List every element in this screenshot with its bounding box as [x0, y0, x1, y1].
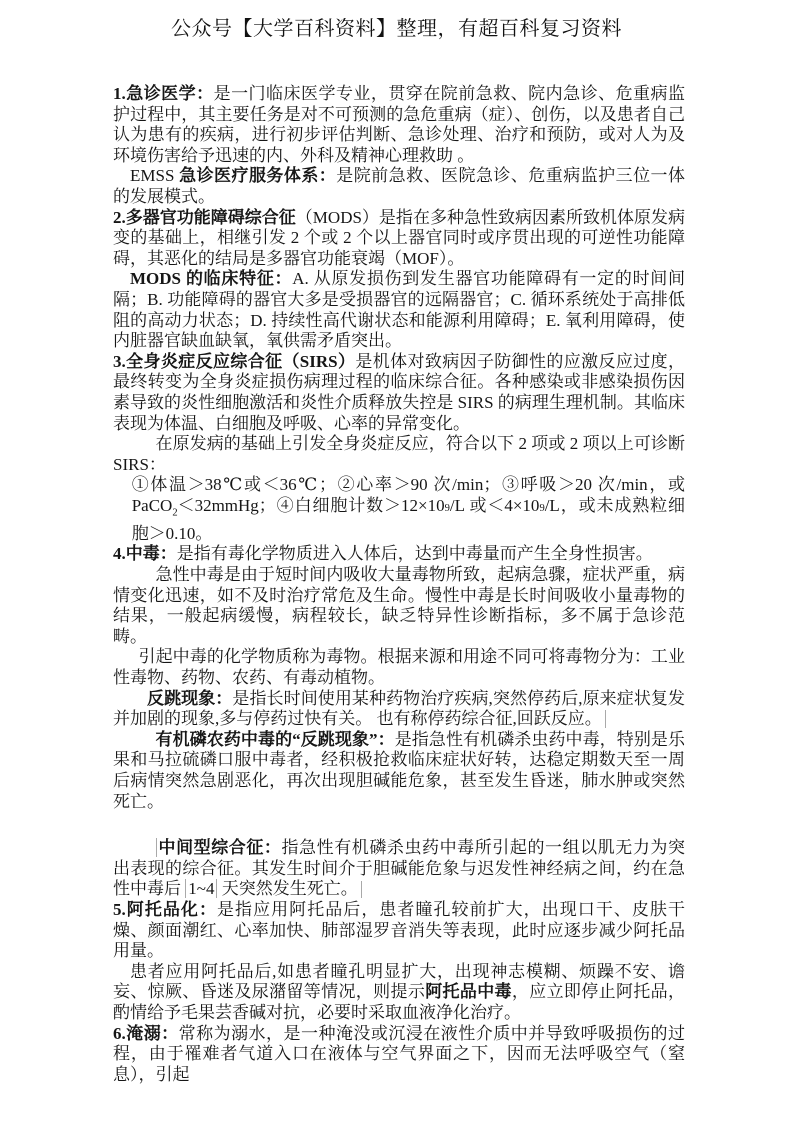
- text-run: A. 从原发损伤到发生器官功能障碍有一定的时间间隔；B. 功能障碍的器官大多是受损器官的远隔器官；C. 循环系统处于高排低阻的高动力状态；D. 持续性高代谢状态和能源利用障碍；E. 氧利用障碍，使内脏器官缺血缺氧，氧供需矛盾突出。: [113, 269, 686, 351]
- text-run: 9: [539, 502, 545, 514]
- poison-classification: [113, 647, 685, 688]
- term-emphasis: 6.淹溺：: [113, 1023, 179, 1043]
- text-run: [605, 710, 606, 728]
- text-run: 是指急性有机磷杀虫药中毒，特别是乐果和马拉硫磷口服中毒者，经积极抢救临床症状好转，达稳定期数天至一周后病情突然急剧恶化，再次出现胆碱能危象，甚至发生昏迷，肺水肿或突然死亡。: [113, 729, 686, 811]
- text-run: 常称为溺水，是一种淹没或沉浸在液性介质中并导致呼吸损伤的过程，由于罹难者气道入口在液体与空气界面之下，因而无法呼吸空气（窒息），引起: [113, 1023, 685, 1084]
- document-body: [113, 84, 685, 1085]
- mods-clinical-features: [113, 269, 685, 351]
- term-emphasis: 中间型综合征：: [156, 838, 282, 857]
- text-run: 是院前急救、医院急诊、危重病监护三位一体的发展模式。: [113, 166, 685, 206]
- def-intermediate-syndrome: [113, 838, 685, 900]
- text-run: 是指长时间使用某种药物治疗疾病,突然停药后,原来症状复发并加剧的现象,多与停药过快有关。 也有称停药综合征,回跃反应。: [113, 688, 685, 729]
- text-run: /L 或＜4×10: [449, 495, 540, 515]
- text-run: （MODS）是指在多种急性致病因素所致机体原发病变的基础上，相继引发 2 个或 2 个以上器官同时或序贯出现的可逆性功能障碍，其恶化的结局是多器官功能衰竭（MOF）。: [113, 207, 686, 268]
- term-emphasis: 阿托品中毒: [425, 982, 512, 1002]
- text-run: 是机体对致病因子防御性的应激反应过度，最终转变为全身炎症损伤病理过程的临床综合征。各种感染或非感染损伤因素导致的炎性细胞激活和炎性介质释放失控是 SIRS 的病理生理机制。其临床表现为体温、白细胞及呼吸、心率的异常变化。: [113, 351, 685, 433]
- atropine-toxicity-note: [113, 962, 685, 1024]
- def-2-mods: [113, 208, 685, 270]
- def-1-emergency-medicine: [113, 84, 685, 166]
- text-run: 是一门临床医学专业，贯穿在院前急救、院内急诊、危重病监护过程中，其主要任务是对不可预测的急危重病（症）、创伤，以及患者自己认为患有的疾病，进行初步评估判断、急诊处理、治疗和预防，或对人为及环境伤害给予迅速的内、外科及精神心理救助 。: [113, 84, 685, 165]
- text-run: 指急性有机磷杀虫药中毒所引起的一组以肌无力为突出表现的综合征。其发生时间介于胆碱能危象与迟发性神经病之间，约在急性中毒后: [113, 838, 686, 899]
- term-emphasis: 有机磷农药中毒的“反跳现象”：: [155, 729, 395, 749]
- page-title: 公众号【大学百科资料】整理，有超百科复习资料: [171, 18, 622, 40]
- def-6-drowning: [113, 1024, 685, 1086]
- text-run: 天突然发生死亡。: [217, 879, 358, 899]
- text-run: ＜32mmHg；④白细胞计数＞12×10: [177, 495, 445, 515]
- term-emphasis: MODS 的临床特征：: [130, 269, 293, 289]
- term-emphasis: 3.全身炎症反应综合征（SIRS）: [113, 351, 356, 371]
- term-emphasis: 4.中毒：: [113, 544, 177, 564]
- text-run: 9: [444, 502, 450, 514]
- sirs-criteria-list: [113, 475, 685, 544]
- term-emphasis: 1.急诊医学：: [113, 84, 214, 103]
- sirs-diagnosis-intro: [113, 434, 685, 475]
- def-rebound-phenomenon: [113, 689, 685, 730]
- term-emphasis: 反跳现象：: [147, 688, 233, 708]
- def-organophosphate-rebound: [113, 730, 685, 812]
- text-run: ①体温＞38℃或＜36℃；②心率＞90 次/min；③呼吸＞20 次/min，或 PaCO: [131, 475, 685, 515]
- text-run: [361, 881, 362, 899]
- term-emphasis: 5.阿托品化：: [113, 899, 217, 919]
- def-emss: [113, 166, 685, 207]
- def-4-poisoning: [113, 544, 685, 565]
- text-run: EMSS: [130, 166, 180, 186]
- acute-vs-chronic-poisoning: [113, 565, 685, 647]
- term-emphasis: 2.多器官功能障碍综合征: [113, 207, 296, 227]
- text-run: /L，或未成熟粒细胞＞0.10。: [131, 495, 685, 543]
- text-run: 是指有毒化学物质进入人体后，达到中毒量而产生全身性损害。: [176, 544, 653, 564]
- def-3-sirs: [113, 352, 685, 434]
- text-run: ，应立即停止阿托品，酌情给予毛果芸香碱对抗，必要时采取血液净化治疗。: [113, 982, 685, 1022]
- text-run: 引起中毒的化学物质称为毒物。根据来源和用途不同可将毒物分为：工业性毒物、药物、农药、有毒动植物。: [113, 647, 685, 688]
- text-run: 在原发病的基础上引发全身炎症反应，符合以下 2 项或 2 项以上可诊断SIRS：: [113, 434, 685, 474]
- text-run: 急性中毒是由于短时间内吸收大量毒物所致，起病急骤，症状严重，病情变化迅速，如不及时治疗常危及生命。慢性中毒是长时间吸收小量毒物的结果，一般起病缓慢，病程较长，缺乏特异性诊断指标，多不属于急诊范畴。: [113, 565, 685, 646]
- text-run: 患者应用阿托品后,如患者瞳孔明显扩大，出现神志模糊、烦躁不安、谵妄、惊厥、昏迷及尿潴留等情况，则提示: [113, 961, 685, 1002]
- text-run: 2: [172, 507, 178, 519]
- text-run: 是指应用阿托品后，患者瞳孔较前扩大，出现口干、皮肤干燥、颜面潮红、心率加快、肺部湿罗音消失等表现，此时应逐步减少阿托品用量。: [113, 899, 686, 961]
- def-5-atropinization: [113, 900, 685, 962]
- term-emphasis: 急诊医疗服务体系：: [179, 166, 337, 186]
- text-run: 1~4: [185, 879, 217, 898]
